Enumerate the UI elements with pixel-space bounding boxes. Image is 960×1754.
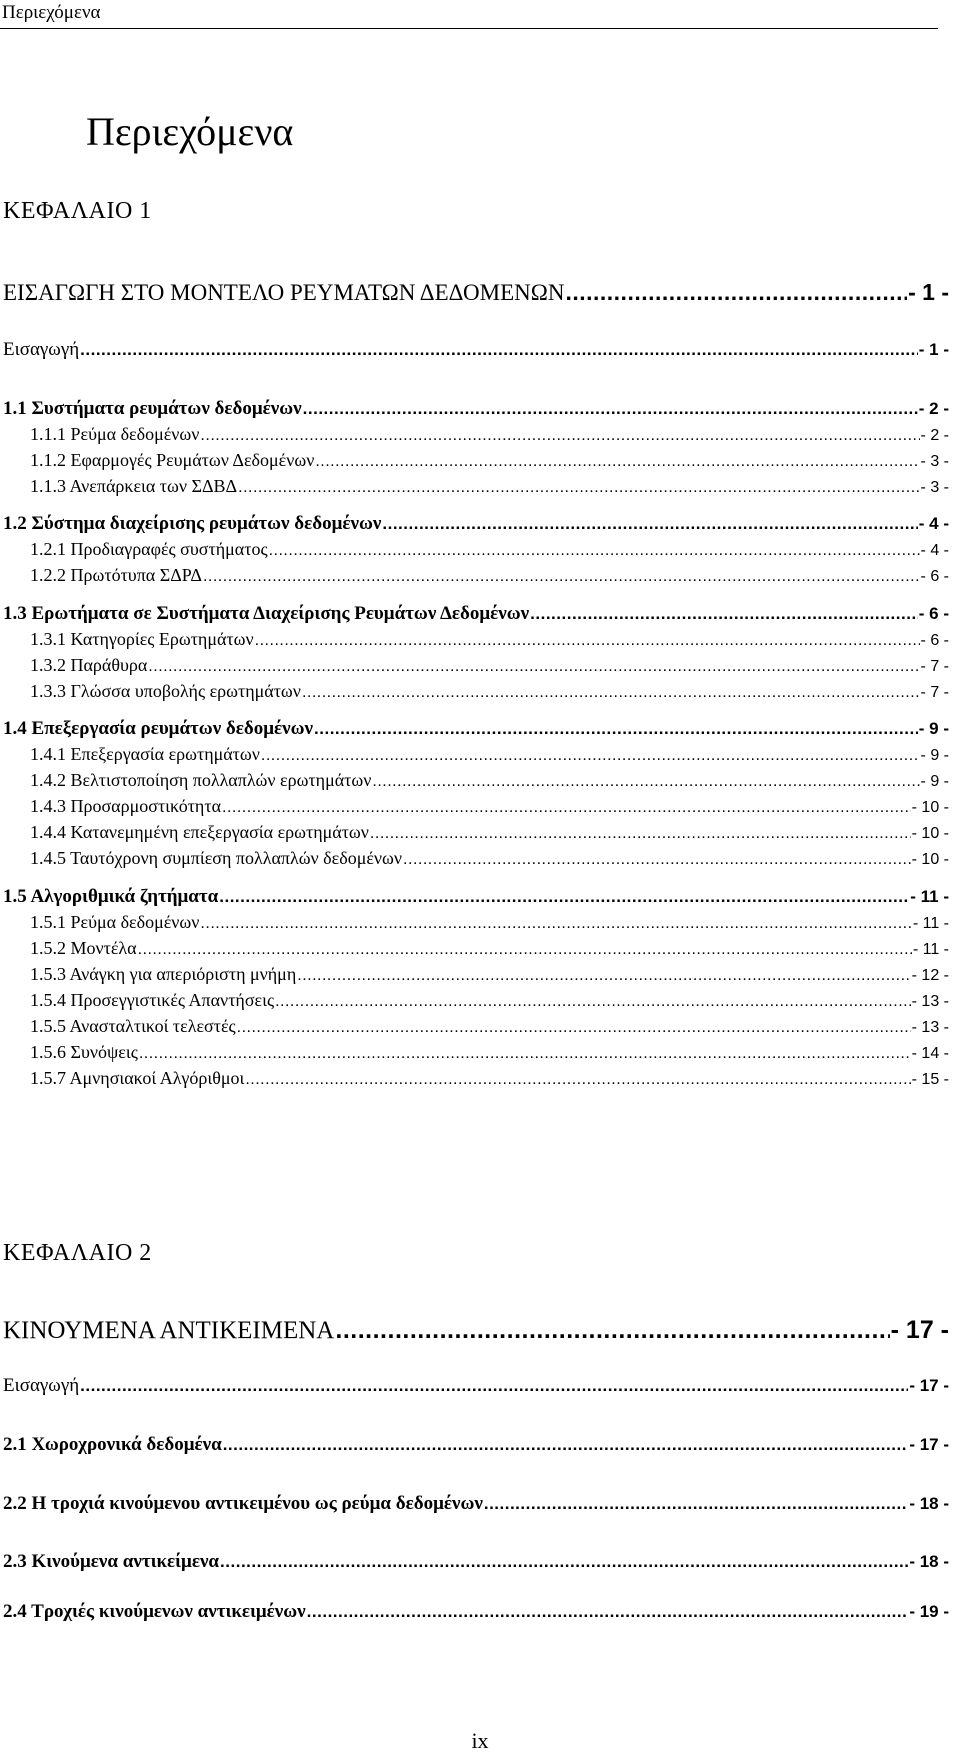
toc-entry-title: 1.2 Σύστημα διαχείρισης ρευμάτων δεδομένων (3, 513, 382, 534)
toc-entry-page: - 14 - (911, 1045, 949, 1062)
toc-entry-title: 2.4 Τροχιές κινούμενων αντικειμένων (3, 1601, 306, 1622)
toc-sub-1-4-3[interactable] (30, 797, 949, 816)
toc-entry-title: ΕΙΣΑΓΩΓΗ ΣΤΟ ΜΟΝΤΕΛΟ ΡΕΥΜΑΤΩΝ ΔΕΔΟΜΕΝΩΝ (3, 280, 565, 305)
toc-entry-page: - 10 - (911, 799, 949, 816)
chapter-2-title-entry[interactable] (3, 1318, 949, 1343)
toc-sub-1-5-4[interactable] (30, 991, 949, 1010)
toc-entry-page: - 15 - (911, 1071, 949, 1088)
dot-leader (530, 605, 918, 622)
toc-entry-title: 1.5.3 Ανάγκη για απεριόριστη μνήμη (30, 964, 297, 984)
dot-leader (372, 774, 919, 790)
toc-entry-page: - 9 - (920, 747, 949, 764)
toc-sub-1-5-6[interactable] (30, 1043, 949, 1062)
toc-sub-1-3-2[interactable] (30, 656, 949, 675)
toc-entry-page: - 10 - (911, 851, 949, 868)
toc-entry-title: 1.5.1 Ρεύμα δεδομένων (30, 912, 200, 932)
toc-entry-page: - 1 - (918, 340, 949, 359)
toc-sub-1-4-2[interactable] (30, 771, 949, 790)
toc-entry-page: - 3 - (920, 453, 949, 470)
toc-entry-title: 1.3 Ερωτήματα σε Συστήματα Διαχείρισης Ρευμάτων Δεδομένων (3, 603, 530, 624)
toc-entry-title: 1.4.3 Προσαρμοστικότητα (30, 796, 222, 816)
toc-entry-page: - 4 - (920, 542, 949, 559)
toc-entry-page: - 7 - (920, 658, 949, 675)
dot-leader (148, 659, 919, 675)
dot-leader (302, 685, 920, 701)
toc-entry-title: 1.3.3 Γλώσσα υποβολής ερωτημάτων (30, 681, 301, 701)
dot-leader (370, 826, 911, 842)
toc-section-2-2[interactable] (3, 1494, 949, 1513)
dot-leader (314, 720, 918, 737)
toc-sub-1-3-1[interactable] (30, 630, 949, 649)
toc-entry-page: - 6 - (918, 604, 949, 623)
dot-leader (307, 1603, 909, 1620)
toc-entry-page: - 7 - (920, 684, 949, 701)
dot-leader (269, 543, 920, 559)
dot-leader (222, 800, 911, 816)
toc-entry-title: 1.4.1 Επεξεργασία ερωτημάτων (30, 744, 260, 764)
toc-entry-page: - 6 - (920, 568, 949, 585)
toc-entry-title: Εισαγωγή (3, 339, 80, 360)
dot-leader (245, 1072, 910, 1088)
toc-section-2-3[interactable] (3, 1552, 949, 1571)
dot-leader (315, 454, 919, 470)
toc-entry-page: - 9 - (920, 773, 949, 790)
toc-sub-1-2-2[interactable] (30, 566, 949, 585)
toc-entry-title: 2.2 Η τροχιά κινούμενου αντικειμένου ως ρεύμα δεδομένων (3, 1493, 483, 1514)
toc-entry-page: - 10 - (911, 825, 949, 842)
toc-entry-title: 1.5 Αλγοριθμικά ζητήματα (3, 886, 219, 907)
toc-entry-page: - 17 - (909, 1376, 949, 1395)
chapter-2-label: ΚΕΦΑΛΑΙΟ 2 (3, 1240, 152, 1266)
toc-entry-page: - 2 - (918, 399, 949, 418)
toc-section-1-4[interactable] (3, 719, 949, 738)
dot-leader (403, 852, 911, 868)
dot-leader (382, 515, 917, 532)
toc-entry-title: 1.5.2 Μοντέλα (30, 938, 137, 958)
toc-entry-title: Εισαγωγή (3, 1375, 80, 1396)
dot-leader (80, 1377, 908, 1394)
toc-sub-1-4-4[interactable] (30, 823, 949, 842)
toc-entry-page: - 9 - (918, 719, 949, 738)
page-number: ix (471, 1728, 489, 1753)
dot-leader (223, 1436, 909, 1453)
toc-entry-title: 1.1.3 Ανεπάρκεια των ΣΔΒΔ (30, 476, 238, 496)
toc-sub-1-4-5[interactable] (30, 849, 949, 868)
toc-entry-title: 2.1 Χωροχρονικά δεδομένα (3, 1434, 222, 1455)
toc-entry-page: - 18 - (909, 1494, 949, 1513)
toc-entry-title: 1.1.2 Εφαρμογές Ρευμάτων Δεδομένων (30, 450, 315, 470)
toc-section-2-4[interactable] (3, 1602, 949, 1621)
toc-entry-title: 1.1 Συστήματα ρευμάτων δεδομένων (3, 398, 302, 419)
toc-entry-title: 1.4.5 Ταυτόχρονη συμπίεση πολλαπλών δεδομένων (30, 848, 403, 868)
toc-entry-title: 1.4.4 Κατανεμημένη επεξεργασία ερωτημάτων (30, 822, 369, 842)
dot-leader (297, 968, 910, 984)
toc-entry-title: 1.2.2 Πρωτότυπα ΣΔΡΔ (30, 565, 202, 585)
toc-sub-1-5-7[interactable] (30, 1069, 949, 1088)
toc-entry-title: ΚΙΝΟΥΜΕΝΑ ΑΝΤΙΚΕΙΜΕΝΑ (3, 1317, 335, 1344)
toc-sub-1-1-2[interactable] (30, 451, 949, 470)
toc-section-1-3[interactable] (3, 604, 949, 623)
toc-entry-page: - 13 - (911, 1019, 949, 1036)
toc-entry-title: 2.3 Κινούμενα αντικείμενα (3, 1551, 220, 1572)
toc-sub-1-3-3[interactable] (30, 682, 949, 701)
toc-section-1-1[interactable] (3, 399, 949, 418)
toc-sub-1-5-1[interactable] (30, 913, 949, 932)
toc-sub-1-5-5[interactable] (30, 1017, 949, 1036)
dot-leader (484, 1495, 908, 1512)
toc-entry-page: - 18 - (909, 1552, 949, 1571)
dot-leader (80, 341, 918, 358)
toc-entry-title: 1.5.6 Συνόψεις (30, 1042, 138, 1062)
toc-entry-title: 1.5.7 Αμνησιακοί Αλγόριθμοι (30, 1068, 245, 1088)
toc-entry-title: 1.4.2 Βελτιστοποίηση πολλαπλών ερωτημάτων (30, 770, 372, 790)
running-header-title: Περιεχόμενα (2, 2, 101, 23)
toc-entry-page: - 13 - (911, 993, 949, 1010)
dot-leader (565, 281, 907, 304)
toc-section-1-5[interactable] (3, 887, 949, 906)
dot-leader (138, 942, 912, 958)
toc-section-1-2[interactable] (3, 514, 949, 533)
toc-entry-page: - 1 - (908, 279, 949, 305)
toc-section-2-1[interactable] (3, 1435, 949, 1454)
toc-entry-title: 1.1.1 Ρεύμα δεδομένων (30, 424, 200, 444)
toc-entry-title: 1.5.5 Ανασταλτικοί τελεστές (30, 1016, 236, 1036)
chapter-1-title-entry[interactable] (3, 281, 949, 304)
chapter-1-label: ΚΕΦΑΛΑΙΟ 1 (3, 198, 152, 224)
dot-leader (238, 480, 919, 496)
toc-sub-1-1-1[interactable] (30, 425, 949, 444)
toc-entry-page: - 6 - (920, 632, 949, 649)
dot-leader (200, 428, 919, 444)
dot-leader (237, 1020, 911, 1036)
toc-sub-1-1-3[interactable] (30, 477, 949, 496)
toc-sub-1-5-2[interactable] (30, 939, 949, 958)
dot-leader (261, 748, 920, 764)
toc-sub-1-4-1[interactable] (30, 745, 949, 764)
dot-leader (200, 916, 911, 932)
dot-leader (203, 569, 920, 585)
toc-entry-title: 1.3.2 Παράθυρα (30, 655, 148, 675)
toc-entry-title: 1.3.1 Κατηγορίες Ερωτημάτων (30, 629, 254, 649)
toc-entry-page: - 2 - (920, 427, 949, 444)
dot-leader (303, 400, 918, 417)
toc-entry-page: - 11 - (912, 941, 949, 958)
toc-entry-page: - 17 - (890, 1316, 949, 1344)
dot-leader (219, 888, 909, 905)
toc-entry-page: - 4 - (918, 514, 949, 533)
toc-entry-page: - 12 - (911, 967, 949, 984)
toc-entry-page: - 11 - (912, 915, 949, 932)
dot-leader (255, 633, 920, 649)
chapter-1-intro-entry[interactable] (3, 340, 949, 359)
chapter-2-intro-entry[interactable] (3, 1376, 949, 1395)
dot-leader (335, 1318, 889, 1343)
page-title: Περιεχόμενα (86, 109, 294, 154)
toc-entry-page: - 11 - (910, 887, 949, 906)
toc-sub-1-2-1[interactable] (30, 540, 949, 559)
toc-entry-title: 1.4 Επεξεργασία ρευμάτων δεδομένων (3, 718, 314, 739)
toc-entry-page: - 17 - (909, 1435, 949, 1454)
toc-sub-1-5-3[interactable] (30, 965, 949, 984)
toc-entry-title: 1.5.4 Προσεγγιστικές Απαντήσεις (30, 990, 275, 1010)
toc-entry-title: 1.2.1 Προδιαγραφές συστήματος (30, 539, 268, 559)
dot-leader (139, 1046, 911, 1062)
running-header (0, 0, 938, 29)
toc-entry-page: - 3 - (920, 479, 949, 496)
dot-leader (275, 994, 911, 1010)
dot-leader (220, 1553, 908, 1570)
toc-entry-page: - 19 - (909, 1602, 949, 1621)
